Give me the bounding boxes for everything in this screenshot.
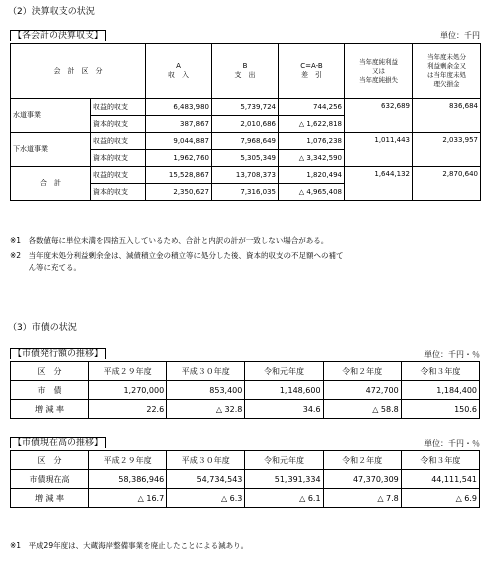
table-cell: 853,400: [167, 381, 245, 400]
table-cell: 150.6: [401, 400, 479, 419]
header-cell: 令和元年度: [245, 451, 323, 470]
unit-label-settlement: 単位：千円: [440, 31, 480, 40]
table-label-settlement: [10, 30, 106, 42]
cell-expenditure: 2,010,686: [212, 116, 279, 133]
note-text: 平成29年度は、大蔵海岸整備事業を廃止したことによる減あり。: [28, 541, 249, 550]
cell-retained-earnings: 836,684: [413, 99, 481, 133]
cell-net-income: 1,011,443: [345, 133, 413, 167]
table-header-row: [11, 451, 480, 470]
header-revenue: A 収 入: [146, 44, 212, 99]
table-cell: 1,270,000: [89, 381, 167, 400]
table-cell: △ 6.3: [167, 489, 245, 508]
cell-balance: 744,256: [279, 99, 345, 116]
table-cell: 58,386,946: [89, 470, 167, 489]
header-balance: C=A-B 差 引: [279, 44, 345, 99]
row-label: 増 減 率: [11, 489, 89, 508]
table-cell: △ 7.8: [323, 489, 401, 508]
row-kind: 収益的収支: [91, 133, 146, 150]
header-cell: 平成２９年度: [89, 362, 167, 381]
bond-issue-table: [10, 361, 480, 419]
note-text: 各数値毎に単位未満を四捨五入しているため、合計と内訳の計が一致しない場合がある。: [28, 236, 329, 245]
cell-balance: △ 3,342,590: [279, 150, 345, 167]
table-label-text: 【各会計の決算収支】: [10, 30, 106, 41]
table-row: [11, 400, 480, 419]
cell-expenditure: 5,305,349: [212, 150, 279, 167]
row-label: 市債現在高: [11, 470, 89, 489]
note-mark: ※2: [10, 251, 22, 260]
note-mark: ※1: [10, 541, 22, 550]
note-1: [10, 235, 480, 247]
header-cell: 区 分: [11, 362, 89, 381]
table-label-issue: [10, 348, 106, 360]
header-cell: 令和３年度: [401, 451, 479, 470]
table-row: [11, 470, 480, 489]
cell-expenditure: 7,968,649: [212, 133, 279, 150]
settlement-table: [10, 43, 481, 201]
cell-revenue: 387,867: [146, 116, 212, 133]
section-title-bonds: （3）市債の状況: [8, 323, 77, 333]
row-kind: 収益的収支: [91, 167, 146, 184]
header-cell: 令和元年度: [245, 362, 323, 381]
header-cell: 令和３年度: [401, 362, 479, 381]
table-row: [11, 167, 481, 184]
table-label-text: 【市債現在高の推移】: [10, 437, 106, 448]
table-row: [11, 133, 481, 150]
cell-revenue: 2,350,627: [146, 184, 212, 201]
cell-revenue: 9,044,887: [146, 133, 212, 150]
row-label: 市 債: [11, 381, 89, 400]
cell-net-income: 632,689: [345, 99, 413, 133]
cell-net-income: 1,644,132: [345, 167, 413, 201]
unit-label-issue: 単位：千円・％: [424, 350, 480, 359]
table-cell: 472,700: [323, 381, 401, 400]
row-kind: 収益的収支: [91, 99, 146, 116]
header-expenditure: B 支 出: [212, 44, 279, 99]
header-category: 会 計 区 分: [11, 44, 146, 99]
table-row: [11, 99, 481, 116]
table-header-row: [11, 362, 480, 381]
note-bonds: [10, 540, 480, 552]
cell-revenue: 1,962,760: [146, 150, 212, 167]
note-2: [10, 250, 480, 274]
cell-expenditure: 13,708,373: [212, 167, 279, 184]
header-cell: 平成２９年度: [89, 451, 167, 470]
row-kind: 資本的収支: [91, 116, 146, 133]
header-net-income: 当年度純利益 又は 当年度純損失: [345, 44, 413, 99]
table-cell: 54,734,543: [167, 470, 245, 489]
row-kind: 資本的収支: [91, 184, 146, 201]
table-cell: 34.6: [245, 400, 323, 419]
unit-label-balance: 単位：千円・％: [424, 439, 480, 448]
table-label-text: 【市債発行額の推移】: [10, 348, 106, 359]
cell-expenditure: 5,739,724: [212, 99, 279, 116]
table-cell: △ 58.8: [323, 400, 401, 419]
cell-expenditure: 7,316,035: [212, 184, 279, 201]
note-mark: ※1: [10, 236, 22, 245]
cell-revenue: 15,528,867: [146, 167, 212, 184]
cell-revenue: 6,483,980: [146, 99, 212, 116]
group-label: 合 計: [11, 167, 91, 201]
row-kind: 資本的収支: [91, 150, 146, 167]
note-text: 当年度未処分利益剰余金は、減債積立金の積立等に処分した後、資本的収支の不足額への補て ん等に充てる。: [28, 251, 344, 272]
cell-balance: △ 4,965,408: [279, 184, 345, 201]
cell-retained-earnings: 2,870,640: [413, 167, 481, 201]
row-label: 増 減 率: [11, 400, 89, 419]
group-label: 下水道事業: [11, 133, 91, 167]
header-cell: 令和２年度: [323, 362, 401, 381]
header-cell: 平成３０年度: [167, 451, 245, 470]
table-cell: 1,148,600: [245, 381, 323, 400]
bond-balance-table: [10, 450, 480, 508]
table-cell: △ 32.8: [167, 400, 245, 419]
table-cell: 1,184,400: [401, 381, 479, 400]
cell-retained-earnings: 2,033,957: [413, 133, 481, 167]
table-cell: 47,370,309: [323, 470, 401, 489]
table-cell: 44,111,541: [401, 470, 479, 489]
group-label: 水道事業: [11, 99, 91, 133]
cell-balance: 1,076,238: [279, 133, 345, 150]
header-cell: 平成３０年度: [167, 362, 245, 381]
table-cell: △ 6.9: [401, 489, 479, 508]
table-cell: △ 6.1: [245, 489, 323, 508]
cell-balance: 1,820,494: [279, 167, 345, 184]
header-cell: 区 分: [11, 451, 89, 470]
table-row: [11, 489, 480, 508]
table-cell: 22.6: [89, 400, 167, 419]
header-cell: 令和２年度: [323, 451, 401, 470]
table-header-row: [11, 44, 481, 99]
table-label-balance: [10, 437, 106, 449]
cell-balance: △ 1,622,818: [279, 116, 345, 133]
table-cell: △ 16.7: [89, 489, 167, 508]
section-title-settlement: （2）決算収支の状況: [8, 7, 95, 17]
table-cell: 51,391,334: [245, 470, 323, 489]
header-retained-earnings: 当年度未処分 利益剰余金又 は当年度未処 理欠損金: [413, 44, 481, 99]
table-row: [11, 381, 480, 400]
